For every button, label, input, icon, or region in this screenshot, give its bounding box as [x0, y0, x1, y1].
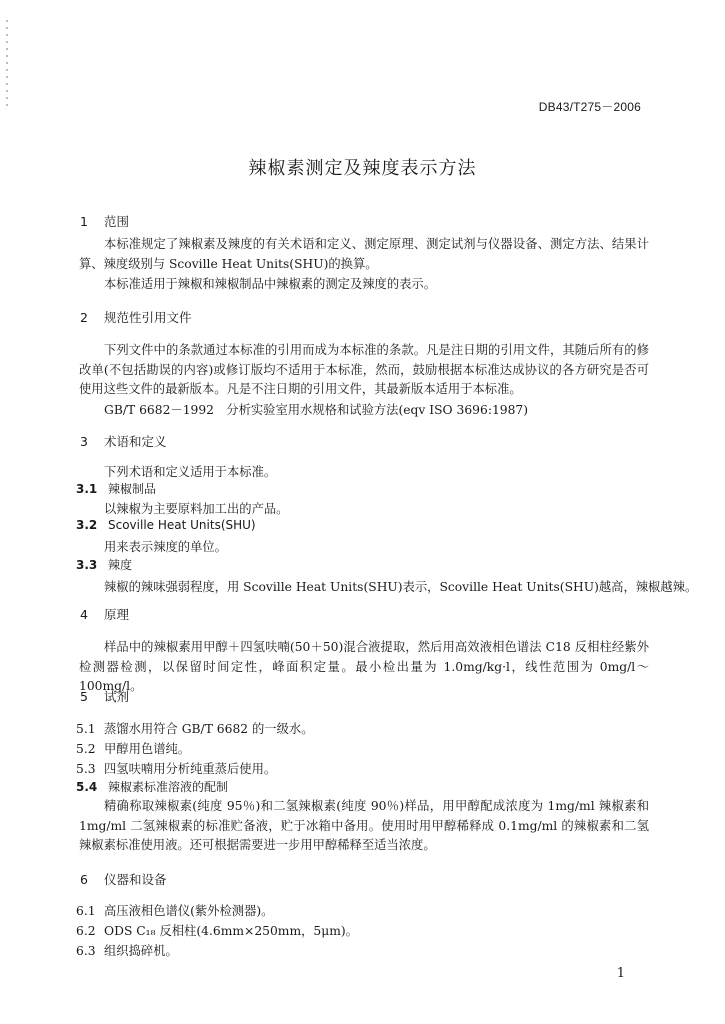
- section-heading-reagents: 5 试剂: [80, 689, 129, 704]
- reagent-heading-5-4: 5.4 辣椒素标准溶液的配制: [76, 780, 229, 794]
- binding-margin-marks: [6, 20, 8, 110]
- section-heading-scope: 1 范围: [80, 214, 129, 229]
- standard-code: DB43/T275－2006: [538, 100, 641, 114]
- scope-paragraph-1: 本标准规定了辣椒素及辣度的有关术语和定义、测定原理、测定试剂与仪器设备、测定方法、结果计算、辣度级别与 Scoville Heat Units(SHU)的换算。: [79, 237, 649, 271]
- term-heading-3-3: 3.3 辣度: [76, 558, 133, 572]
- section-heading-terms: 3 术语和定义: [80, 434, 167, 449]
- reagent-item-5-2: 5.2 甲醇用色谱纯。: [76, 742, 191, 756]
- section-heading-principle: 4 原理: [80, 607, 129, 622]
- section-heading-normative-references: 2 规范性引用文件: [80, 310, 192, 325]
- term-definition-3-3: 辣椒的辣味强弱程度，用 Scoville Heat Units(SHU)表示，Scoville Heat Units(SHU)越高，辣椒越辣。: [104, 580, 698, 594]
- references-paragraph: 下列文件中的条款通过本标准的引用而成为本标准的条款。凡是注日期的引用文件，其随后所有的修改单(不包括勘误的内容)或修订版均不适用于本标准，然而，鼓励根据本标准达成协议的各方研究是否可使用这些文件的最新版本。凡是不注日期的引用文件，其最新版本适用于本标准。: [79, 343, 649, 396]
- scope-paragraph-2: 本标准适用于辣椒和辣椒制品中辣椒素的测定及辣度的表示。: [104, 277, 437, 291]
- apparatus-item-6-3: 6.3 组织捣碎机。: [76, 944, 178, 958]
- document-title: 辣椒素测定及辣度表示方法: [248, 158, 477, 179]
- term-heading-3-1: 3.1 辣椒制品: [76, 482, 157, 496]
- terms-intro: 下列术语和定义适用于本标准。: [104, 465, 277, 479]
- reagent-item-5-1: 5.1 蒸馏水用符合 GB/T 6682 的一级水。: [76, 722, 314, 736]
- term-definition-3-2: 用来表示辣度的单位。: [104, 540, 227, 554]
- term-definition-3-1: 以辣椒为主要原料加工出的产品。: [104, 502, 289, 516]
- apparatus-item-6-2: 6.2 ODS C₁₈ 反相柱(4.6mm×250mm，5μm)。: [76, 924, 358, 938]
- principle-paragraph: 样品中的辣椒素用甲醇＋四氢呋喃(50＋50)混合液提取，然后用高效液相色谱法 C18 反相柱经紫外检测器检测，以保留时间定性，峰面积定量。最小检出量为 1.0mg/kg·l，线性范围为 0mg/l～100mg/l。: [79, 640, 649, 693]
- page-number: 1: [616, 966, 625, 981]
- apparatus-item-6-1: 6.1 高压液相色谱仪(紫外检测器)。: [76, 904, 274, 918]
- standard-solution-paragraph: 精确称取辣椒素(纯度 95％)和二氢辣椒素(纯度 90％)样品，用甲醇配成浓度为 1mg/ml 辣椒素和 1mg/ml 二氢辣椒素的标准贮备液，贮于冰箱中备用。使用时用甲醇稀释成 0.1mg/ml 的辣椒素和二氢辣椒素标准使用液。还可根据需要进一步用甲醇稀释至适当浓度。: [79, 799, 649, 852]
- reagent-item-5-3: 5.3 四氢呋喃用分析纯重蒸后使用。: [76, 762, 277, 776]
- reference-entry: GB/T 6682－1992 分析实验室用水规格和试验方法(eqv ISO 3696:1987): [104, 403, 529, 417]
- section-heading-apparatus: 6 仪器和设备: [80, 872, 167, 887]
- term-heading-3-2: 3.2 Scoville Heat Units(SHU): [76, 518, 256, 532]
